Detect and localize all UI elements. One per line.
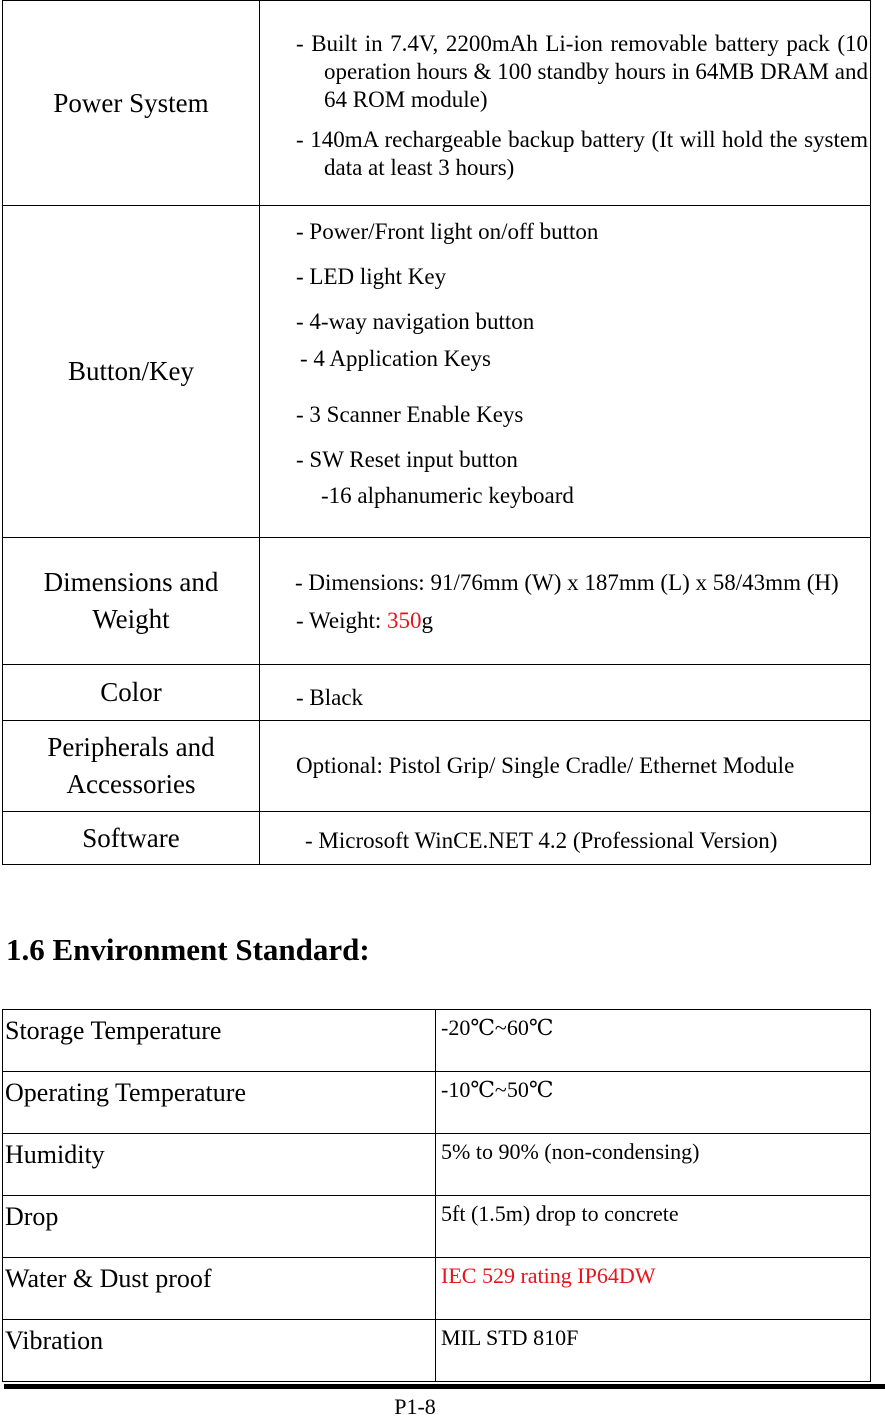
spec-row-color — [3, 665, 871, 721]
spec-value-software: - Microsoft WinCE.NET 4.2 (Professional Version) — [260, 812, 871, 865]
button-line-scanner: - 3 Scanner Enable Keys — [296, 402, 524, 427]
power-line-battery: - Built in 7.4V, 2200mAh Li-ion removable battery pack (10 operation hours & 100 standby hours in 64MB DRAM and 64 ROM module) — [296, 31, 868, 112]
spec-label-buttons: Button/Key — [3, 206, 260, 538]
specification-table — [2, 0, 871, 865]
spec-row-peripherals — [3, 721, 871, 812]
env-key-vibration: Vibration — [3, 1320, 436, 1382]
env-row — [3, 1196, 871, 1258]
spec-label-peripherals — [3, 721, 260, 812]
power-line-backup: - 140mA rechargeable backup battery (It will hold the system data at least 3 hours) — [296, 127, 868, 180]
env-row — [3, 1072, 871, 1134]
env-key-storage: Storage Temperature — [3, 1010, 436, 1072]
env-key-drop: Drop — [3, 1196, 436, 1258]
env-key-operating: Operating Temperature — [3, 1072, 436, 1134]
weight-line — [296, 607, 868, 635]
env-value-drop: 5ft (1.5m) drop to concrete — [436, 1196, 871, 1258]
env-value-water-dust: IEC 529 rating IP64DW — [436, 1258, 871, 1320]
env-value-humidity: 5% to 90% (non-condensing) — [436, 1134, 871, 1196]
section-title: 1.6 Environment Standard: — [6, 932, 370, 967]
env-key-humidity: Humidity — [3, 1134, 436, 1196]
spec-label-software: Software — [3, 812, 260, 865]
button-line-reset: - SW Reset input button — [296, 447, 518, 472]
spec-row-software — [3, 812, 871, 865]
spec-value-dimensions — [260, 538, 871, 665]
footer-divider — [4, 1384, 885, 1389]
spec-value-peripherals: Optional: Pistol Grip/ Single Cradle/ Ethernet Module — [260, 721, 871, 812]
spec-value-buttons — [260, 206, 871, 538]
peripherals-label-line1: Peripherals and — [47, 732, 215, 762]
env-row — [3, 1134, 871, 1196]
dimensions-label-line2: Weight — [92, 604, 170, 634]
button-line-led: - LED light Key — [296, 264, 447, 289]
env-value-storage: -20℃~60℃ — [436, 1010, 871, 1072]
spec-label-dimensions — [3, 538, 260, 665]
spec-row-buttons — [3, 206, 871, 538]
button-line-navigation: - 4-way navigation button — [296, 309, 535, 334]
spec-value-color: - Black — [260, 665, 871, 721]
env-row — [3, 1258, 871, 1320]
spec-label-color: Color — [3, 665, 260, 721]
env-row — [3, 1320, 871, 1382]
spec-row-dimensions — [3, 538, 871, 665]
dimensions-label-line1: Dimensions and — [43, 567, 219, 597]
weight-prefix: - Weight: — [296, 608, 387, 633]
button-line-application: - 4 Application Keys — [300, 346, 491, 371]
page-number: P1-8 — [394, 1394, 436, 1419]
button-line-power: - Power/Front light on/off button — [296, 219, 599, 244]
button-line-keyboard: -16 alphanumeric keyboard — [321, 483, 574, 508]
env-value-operating: -10℃~50℃ — [436, 1072, 871, 1134]
spec-value-power — [260, 1, 871, 206]
spec-label-power: Power System — [3, 1, 260, 206]
weight-value: 350 — [387, 608, 422, 633]
env-key-water-dust: Water & Dust proof — [3, 1258, 436, 1320]
peripherals-label-line2: Accessories — [66, 769, 196, 799]
dimensions-line: - Dimensions: 91/76mm (W) x 187mm (L) x 58/43mm (H) — [295, 570, 839, 595]
spec-row-power — [3, 1, 871, 206]
env-row — [3, 1010, 871, 1072]
environment-table — [2, 1009, 871, 1382]
weight-unit: g — [421, 608, 433, 633]
env-value-vibration: MIL STD 810F — [436, 1320, 871, 1382]
